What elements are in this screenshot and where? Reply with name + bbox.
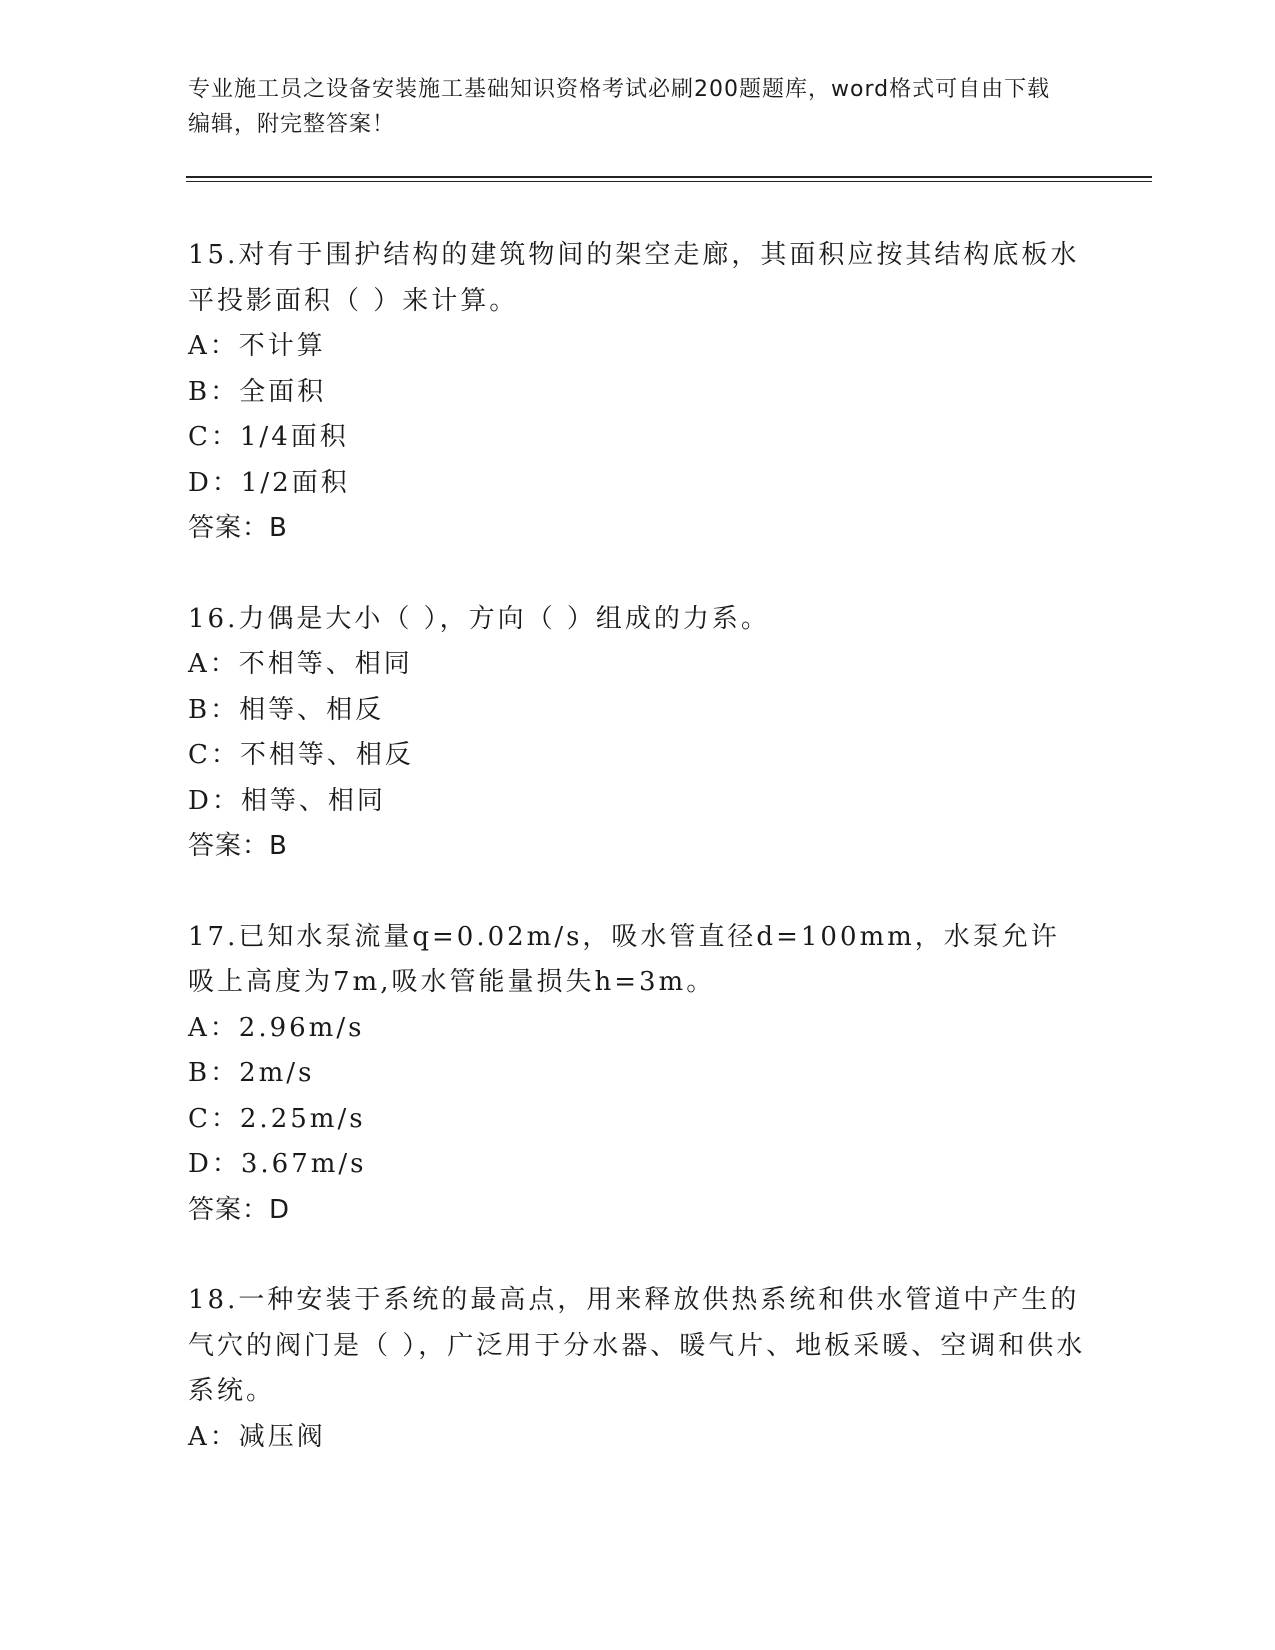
question-17: [188, 915, 1088, 1234]
answer-line: 答案：B: [188, 513, 288, 543]
option-b: B：相等、相反: [188, 694, 385, 725]
header-divider-thick: [186, 176, 1152, 178]
option-b: B：全面积: [188, 376, 327, 407]
option-a: A：2.96m/s: [188, 1012, 365, 1043]
answer-line: 答案：B: [188, 831, 288, 861]
option-c: C：不相等、相反: [188, 740, 414, 770]
option-a: A：不计算: [188, 331, 326, 361]
header-divider-thin: [186, 181, 1152, 182]
option-d: D：相等、相同: [188, 785, 386, 816]
question-18: [188, 1278, 1088, 1460]
question-16: [188, 597, 1088, 870]
option-a: A：减压阀: [188, 1421, 326, 1452]
question-stem: 15.对有于围护结构的建筑物间的架空走廊，其面积应按其结构底板水平投影面积（ ）来计算。: [188, 240, 1080, 316]
option-b: B：2m/s: [188, 1058, 315, 1088]
question-stem: 18.一种安装于系统的最高点，用来释放供热系统和供水管道中产生的气穴的阀门是（ ），广泛用于分水器、暖气片、地板采暖、空调和供水系统。: [188, 1285, 1086, 1406]
option-d: D：3.67m/s: [188, 1149, 367, 1179]
question-stem: 17.已知水泵流量q=0.02m/s，吸水管直径d=100mm，水泵允许吸上高度为7m,吸水管能量损失h=3m。: [188, 921, 1060, 997]
question-15: [188, 233, 1088, 552]
document-header: 专业施工员之设备安装施工基础知识资格考试必刷200题题库，word格式可自由下载编辑，附完整答案！: [188, 77, 1051, 137]
answer-line: 答案：D: [188, 1194, 291, 1225]
question-stem: 16.力偶是大小（ ），方向（ ）组成的力系。: [188, 603, 770, 634]
option-a: A：不相等、相同: [188, 649, 413, 679]
option-c: C：2.25m/s: [188, 1103, 366, 1134]
option-c: C：1/4面积: [188, 422, 349, 452]
question-list: [188, 233, 1088, 1505]
option-d: D：1/2面积: [188, 467, 350, 498]
